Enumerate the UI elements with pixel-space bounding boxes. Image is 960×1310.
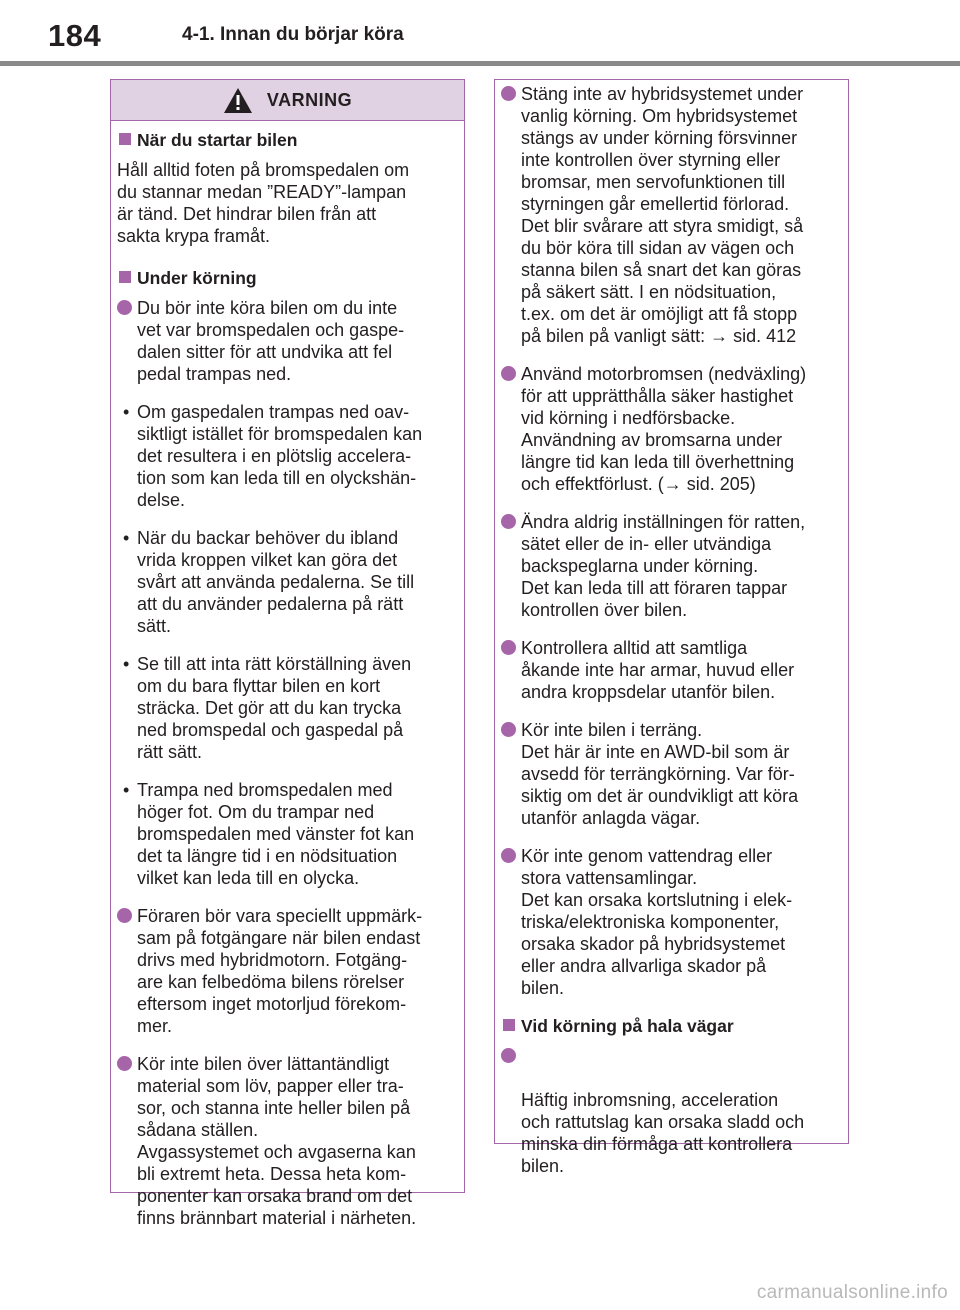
section-heading-text: Under körning (137, 268, 257, 288)
list-item-text: Använd motorbromsen (nedväxling) för att upprätthålla säker hastighet vid körning i nedförsbacke. Användning av bromsarna under längre tid kan leda till överhettning och effektförlust. (→ sid. 205) (521, 364, 807, 494)
section-title: 4-1. Innan du börjar köra (182, 24, 404, 45)
list-item (117, 779, 448, 889)
small-bullet-icon: • (123, 402, 130, 422)
section-heading (117, 129, 448, 151)
header-divider (0, 61, 960, 66)
list-item (501, 845, 832, 999)
round-bullet-icon (501, 722, 516, 737)
section-heading-text: När du startar bilen (137, 130, 298, 150)
list-item (501, 363, 832, 495)
warning-title: VARNING (266, 89, 353, 110)
list-item (117, 653, 448, 763)
list-item-text: Häftig inbromsning, acceleration och rattutslag kan orsaka sladd och minska din förmåga att kontrollera bilen. (521, 1090, 805, 1176)
list-item (501, 637, 832, 703)
square-bullet-icon (503, 1019, 515, 1031)
warning-header (111, 80, 464, 121)
section-heading (117, 267, 448, 289)
warning-box-right (494, 79, 849, 1176)
list-item-text: Ändra aldrig inställningen för ratten, sätet eller de in- eller utvändiga backspeglarna under körning. Det kan leda till att föraren tappar kontrollen över bilen. (521, 512, 806, 620)
watermark: carmanualsonline.info (756, 1282, 948, 1303)
round-bullet-icon (117, 1056, 132, 1071)
list-item (117, 1053, 448, 1229)
list-item (501, 511, 832, 621)
list-item-text: Trampa ned bromspedalen med höger fot. Om du trampar ned bromspedalen med vänster fot kan det ta längre tid i en nödsituation vilket kan leda till en olycka. (137, 780, 415, 888)
square-bullet-icon (119, 133, 131, 145)
small-bullet-icon: • (123, 528, 130, 548)
list-item (501, 1045, 832, 1177)
round-bullet-icon (501, 848, 516, 863)
list-item-text: Du bör inte köra bilen om du inte vet var bromspedalen och gaspe- dalen sitter för att undvika att fel pedal trampas ned. (137, 298, 405, 384)
small-bullet-icon: • (123, 654, 130, 674)
paragraph: Håll alltid foten på bromspedalen om du stannar medan ”READY”-lampan är tänd. Det hindrar bilen från att sakta krypa framåt. (117, 160, 410, 246)
round-bullet-icon (501, 514, 516, 529)
list-item-text: Kontrollera alltid att samtliga åkande inte har armar, huvud eller andra kroppsdelar utanför bilen. (521, 638, 795, 702)
list-item-text: Se till att inta rätt körställning även om du bara flyttar bilen en kort sträcka. Det gör att du kan trycka ned bromspedal och gaspedal på rätt sätt. (137, 654, 412, 762)
section-heading (501, 1015, 832, 1037)
list-item (501, 719, 832, 829)
list-item-text: Kör inte genom vattendrag eller stora vattensamlingar. Det kan orsaka kortslutning i elek- triska/elektroniska komponenter, orsaka skador på hybridsystemet eller andra allvarliga skador på bilen. (521, 846, 793, 998)
round-bullet-icon (117, 300, 132, 315)
square-bullet-icon (119, 271, 131, 283)
list-item-text: Kör inte bilen över lättantändligt material som löv, papper eller tra- sor, och stanna inte heller bilen på sådana ställen. Avgassystemet och avgaserna kan bli extremt heta. Dessa heta kom- ponenter kan orsaka brand om det finns brännbart material i närheten. (137, 1054, 417, 1228)
round-bullet-icon (117, 908, 132, 923)
list-item (117, 527, 448, 637)
list-item-text: Föraren bör vara speciellt uppmärk- sam på fotgängare när bilen endast drivs med hybridmotorn. Fotgäng- are kan felbedöma bilens rörelser eftersom inget motorljud förekom- mer. (137, 906, 423, 1036)
small-bullet-icon: • (123, 780, 130, 800)
warning-box-left (110, 79, 465, 1228)
round-bullet-icon (501, 86, 516, 101)
warning-triangle-icon (223, 87, 253, 114)
list-item-text: Stäng inte av hybridsystemet under vanlig körning. Om hybridsystemet stängs av under körning försvinner inte kontrollen över styrning eller bromsar, men servofunktionen till styrningen går emellertid förlorad. Det blir svårare att styra smidigt, så du bör köra till sidan av vägen och stanna bilen så snart det kan göras på säkert sätt. I en nödsituation, t.ex. om det är omöjligt att få stopp på bilen på vanligt sätt: → sid. 412 (521, 84, 804, 346)
list-item (501, 83, 832, 347)
list-item-text: När du backar behöver du ibland vrida kroppen vilket kan göra det svårt att använda pedalerna. Se till att du använder pedalerna på rätt sätt. (137, 528, 415, 636)
list-item (117, 401, 448, 511)
round-bullet-icon (501, 1048, 516, 1063)
list-item-text: Kör inte bilen i terräng. Det här är inte en AWD-bil som är avsedd för terrängkörning. Var för- siktig om det är oundvikligt att köra utanför anlagda vägar. (521, 720, 799, 828)
section-heading-text: Vid körning på hala vägar (521, 1016, 734, 1036)
list-item-text: Om gaspedalen trampas ned oav- siktligt istället för bromspedalen kan det resultera i en plötslig accelera- tion som kan leda till en olyckshän- delse. (137, 402, 423, 510)
list-item (117, 905, 448, 1037)
list-item (117, 297, 448, 385)
page-number: 184 (48, 18, 102, 53)
round-bullet-icon (501, 640, 516, 655)
round-bullet-icon (501, 366, 516, 381)
